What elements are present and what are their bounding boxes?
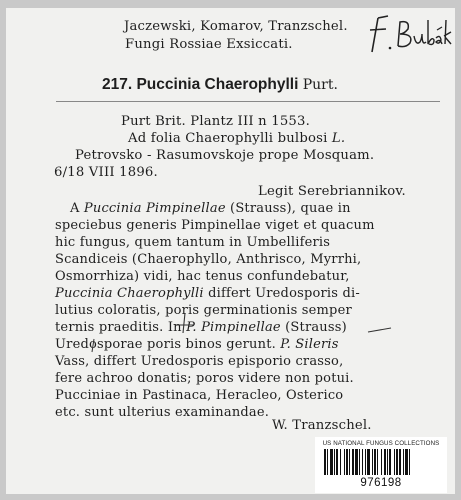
barcode-bar: [324, 449, 326, 475]
collection-barcode-label: [315, 437, 447, 493]
barcode-bar: [381, 449, 382, 475]
barcode-bar: [359, 449, 360, 475]
barcode-bar: [387, 449, 388, 475]
barcode-bar: [374, 449, 376, 475]
barcode-bar: [340, 449, 341, 475]
handwritten-annotation: [366, 12, 452, 58]
institution-name: US NATIONAL FUNGUS COLLECTIONS: [322, 440, 440, 447]
note-line: lutius coloratis, poris germinationis semper: [55, 303, 352, 318]
barcode-bar: [352, 449, 354, 475]
literature-reference: Purt Brit. Plantz III n 1553.: [121, 114, 311, 129]
species-name: 217. Puccinia Chaerophylli: [102, 76, 299, 93]
barcode-bar: [394, 449, 395, 475]
barcode-bar: [355, 449, 358, 475]
host-substrate: Ad folia Chaerophylli bulbosi L.: [128, 131, 346, 146]
barcode-bar: [396, 449, 398, 475]
note-line: Scandiceis (Chaerophyllo, Anthrisco, Myrrhi,: [55, 252, 362, 267]
barcode-bar: [384, 449, 386, 475]
note-line: fere achroo donatis; poros videre non potui.: [55, 371, 354, 386]
note-line: Osmorrhiza) vidi, hac tenus confundebatur,: [55, 269, 350, 284]
barcode: [324, 449, 438, 475]
note-line: Pucciniae in Pastinaca, Heracleo, Osterico: [55, 388, 344, 403]
barcode-bar: [389, 449, 391, 475]
species-author: Purt.: [302, 77, 338, 93]
note-line: Vass, differt Uredosporis episporio crasso,: [55, 354, 344, 369]
barcode-bar: [346, 449, 348, 475]
series-title: Fungi Rossiae Exsiccati.: [125, 37, 293, 52]
note-line: hic fungus, quem tantum in Umbelliferis: [55, 235, 331, 250]
barcode-bar: [365, 449, 366, 475]
collector: Legit Serebriannikov.: [258, 184, 406, 199]
barcode-bar: [409, 449, 410, 475]
author-signature: W. Tranzschel.: [272, 418, 372, 433]
barcode-bar: [367, 449, 370, 475]
barcode-bar: [362, 449, 363, 475]
barcode-bar: [336, 449, 338, 475]
title-divider: [56, 101, 440, 102]
barcode-bar: [327, 449, 328, 475]
note-line: speciebus generis Pimpinellae viget et quacum: [55, 218, 375, 233]
barcode-bar: [372, 449, 373, 475]
barcode-bar: [405, 449, 408, 475]
note-line: Uredosporae poris binos gerunt. P. Sileris: [55, 337, 339, 352]
collection-date: 6/18 VIII 1896.: [54, 165, 158, 180]
note-line: Puccinia Chaerophylli differt Uredosporis di-: [55, 286, 360, 301]
barcode-bar: [403, 449, 404, 475]
barcode-bar: [399, 449, 401, 475]
barcode-bar: [334, 449, 335, 475]
note-line: A Puccinia Pimpinellae (Strauss), quae in: [70, 201, 351, 216]
collection-locality: Petrovsko - Rasumovskoje prope Mosquam.: [75, 148, 375, 163]
barcode-number: 976198: [360, 477, 402, 489]
barcode-bar: [330, 449, 333, 475]
barcode-bar: [344, 449, 345, 475]
note-line: ternis praeditis. In P. Pimpinellae (Strauss): [55, 320, 347, 335]
series-authors: Jaczewski, Komarov, Tranzschel.: [124, 19, 348, 34]
barcode-bar: [377, 449, 378, 475]
note-line: etc. sunt ulterius examinandae.: [55, 405, 270, 420]
species-title: [102, 76, 338, 94]
barcode-bar: [349, 449, 350, 475]
